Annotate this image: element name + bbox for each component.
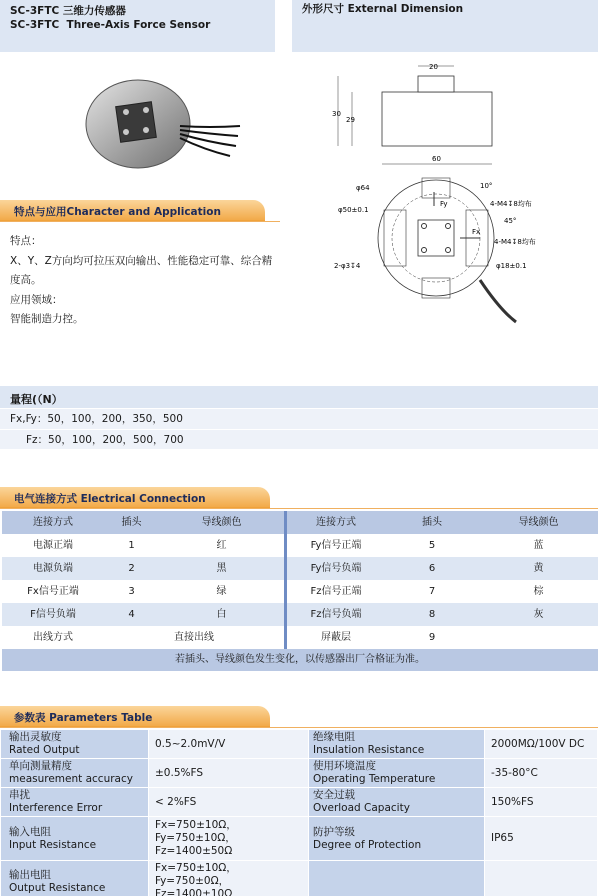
table-row bbox=[2, 557, 598, 580]
param-value bbox=[149, 788, 309, 817]
param-label bbox=[1, 861, 149, 896]
param-label bbox=[309, 788, 485, 817]
column-header: 导线颜色 bbox=[518, 517, 559, 528]
param-value-text: < 2%FS bbox=[155, 795, 197, 808]
model-code-en: SC-3FTC bbox=[10, 19, 60, 31]
dim-10deg-label: 10° bbox=[480, 182, 493, 190]
range-title: 量程(（N） bbox=[10, 393, 63, 406]
param-value bbox=[485, 730, 598, 759]
param-label-cn: 串扰 bbox=[9, 789, 30, 801]
param-label-cn: 输出灵敏度 bbox=[9, 731, 62, 743]
param-label-cn: 防护等级 bbox=[313, 825, 355, 838]
table-row bbox=[1, 730, 598, 759]
feature-line: X、Y、Z方向均可拉压双向输出、性能稳定可靠、综合精 bbox=[10, 254, 273, 267]
column-header: 插头 bbox=[121, 517, 142, 528]
param-label-en: Input Resistance bbox=[9, 838, 97, 851]
table-row bbox=[1, 759, 598, 788]
column-header: 连接方式 bbox=[33, 517, 73, 528]
table-cell: 红 bbox=[216, 540, 227, 551]
table-cell: 电源负端 bbox=[33, 563, 73, 574]
table-cell: 棕 bbox=[533, 586, 544, 597]
param-label-en: Rated Output bbox=[9, 744, 80, 756]
table-row bbox=[2, 580, 598, 603]
table-cell: Fz信号正端 bbox=[310, 586, 362, 597]
param-label-cn: 输出电阻 bbox=[9, 868, 51, 881]
param-value bbox=[485, 861, 598, 896]
fx-label: Fx bbox=[472, 228, 481, 236]
param-value-text: IP65 bbox=[491, 832, 514, 844]
param-value bbox=[485, 759, 598, 788]
fy-label: Fy bbox=[440, 200, 448, 208]
param-value bbox=[149, 861, 309, 896]
param-label-en: Overload Capacity bbox=[313, 802, 410, 814]
param-label bbox=[1, 759, 149, 788]
param-label-en: Output Resistance bbox=[9, 881, 106, 894]
table-cell: 屏蔽层 bbox=[321, 632, 351, 643]
table-cell: 9 bbox=[428, 632, 436, 643]
electrical-tab bbox=[0, 487, 270, 509]
table-cell: 绿 bbox=[216, 586, 227, 597]
column-header: 导线颜色 bbox=[201, 517, 242, 528]
product-photo bbox=[80, 64, 250, 174]
table-cell: 灰 bbox=[533, 609, 544, 620]
application-heading: 应用领域： bbox=[10, 293, 63, 306]
table-cell: 电源正端 bbox=[33, 540, 73, 551]
model-code-cn: SC-3FTC bbox=[10, 5, 60, 17]
table-row bbox=[2, 626, 598, 649]
product-title-cn bbox=[10, 4, 265, 18]
dim-4m4-label-a: 4-M4↧8均布 bbox=[490, 200, 532, 208]
electrical-footnote: 若插头、导线颜色发生变化，以传感器出厂合格证为准。 bbox=[2, 649, 598, 671]
param-value-text: 150%FS bbox=[491, 795, 534, 808]
range-header-bar bbox=[0, 386, 598, 408]
range-row-fxfy: Fx,Fy：50，100，200，350，500 bbox=[0, 409, 598, 429]
table-cell: 4 bbox=[128, 609, 135, 620]
dim-2phi-label: 2-φ3↧4 bbox=[334, 262, 361, 270]
product-title-en bbox=[10, 18, 265, 32]
param-label bbox=[309, 730, 485, 759]
param-label bbox=[1, 817, 149, 861]
character-tab bbox=[0, 200, 265, 222]
divider bbox=[0, 221, 280, 222]
param-label-en: Interference Error bbox=[9, 802, 103, 814]
application-line: 智能制造力控。 bbox=[10, 313, 84, 325]
model-name-cn: 三维力传感器 bbox=[62, 5, 126, 17]
table-cell: 白 bbox=[216, 609, 227, 620]
param-value bbox=[149, 817, 309, 861]
table-cell: 黑 bbox=[216, 563, 227, 574]
column-header: 插头 bbox=[422, 517, 442, 528]
param-label-cn: 单向测量精度 bbox=[9, 760, 72, 772]
table-row bbox=[1, 817, 598, 861]
feature-line: 度高。 bbox=[10, 274, 42, 286]
character-text bbox=[10, 232, 280, 330]
dimension-drawing bbox=[330, 60, 598, 330]
table-cell: F信号负端 bbox=[30, 609, 76, 620]
table-row bbox=[1, 861, 598, 896]
param-label-en: Degree of Protection bbox=[313, 838, 422, 851]
table-cell: 5 bbox=[428, 540, 436, 551]
table-row bbox=[2, 603, 598, 626]
dim-45deg-label: 45° bbox=[504, 217, 517, 225]
param-label-cn: 绝缘电阻 bbox=[313, 731, 355, 743]
model-name-en: Three-Axis Force Sensor bbox=[66, 19, 211, 31]
divider bbox=[0, 508, 598, 509]
param-label bbox=[309, 817, 485, 861]
param-value-text: 2000MΩ/100V DC bbox=[491, 737, 585, 750]
param-value bbox=[149, 730, 309, 759]
dimension-title: 外形尺寸 External Dimension bbox=[302, 3, 464, 15]
param-label-en: measurement accuracy bbox=[9, 773, 133, 785]
param-label-cn: 安全过载 bbox=[313, 789, 355, 801]
character-title: 特点与应用Character and Application bbox=[14, 206, 221, 218]
feature-heading: 特点： bbox=[10, 235, 42, 247]
dim-phi50-label: φ50±0.1 bbox=[338, 206, 369, 214]
param-value-text: ±0.5%FS bbox=[155, 766, 203, 779]
table-cell: 3 bbox=[128, 586, 135, 597]
dim-4m4-label-b: 4-M4↧8均布 bbox=[494, 238, 536, 246]
dimension-header bbox=[292, 0, 598, 52]
dim-30-label: 30 bbox=[332, 110, 341, 118]
table-cell: 黄 bbox=[533, 563, 544, 574]
table-cell: 7 bbox=[428, 586, 436, 597]
parameters-table bbox=[0, 729, 598, 896]
param-label-cn: 使用环境温度 bbox=[313, 760, 376, 772]
table-header-row bbox=[2, 511, 598, 534]
dim-60-label: 60 bbox=[432, 155, 441, 163]
param-label bbox=[1, 788, 149, 817]
table-cell: 1 bbox=[128, 540, 135, 551]
table-cell: Fy信号正端 bbox=[310, 540, 362, 551]
param-label bbox=[309, 861, 485, 896]
column-header: 连接方式 bbox=[316, 517, 356, 528]
param-value-text: -35-80°C bbox=[491, 766, 538, 779]
param-label-en: Operating Temperature bbox=[313, 773, 436, 785]
parameters-tab bbox=[0, 706, 270, 728]
param-value bbox=[485, 788, 598, 817]
table-cell: 8 bbox=[428, 609, 436, 620]
param-value-text: Fx=750±10Ω，Fy=750±0Ω， bbox=[155, 862, 237, 887]
table-cell: Fy信号负端 bbox=[310, 563, 362, 574]
dim-phi64-label: φ64 bbox=[356, 184, 370, 192]
table-cell bbox=[479, 626, 598, 649]
range-row-fz: Fz：50，100，200，500，700 bbox=[0, 429, 598, 449]
dim-phi18-label: φ18±0.1 bbox=[496, 262, 527, 270]
table-row bbox=[1, 788, 598, 817]
table-row bbox=[2, 534, 598, 557]
electrical-title: 电气连接方式 Electrical Connection bbox=[14, 493, 206, 505]
param-value bbox=[149, 759, 309, 788]
table-cell: 6 bbox=[428, 563, 436, 574]
divider bbox=[0, 727, 598, 728]
table-cell: 蓝 bbox=[533, 540, 544, 551]
table-cell: 出线方式 bbox=[33, 632, 73, 643]
table-cell: 2 bbox=[128, 563, 135, 574]
table-cell: Fz信号负端 bbox=[310, 609, 362, 620]
param-value bbox=[485, 817, 598, 861]
dim-29-label: 29 bbox=[346, 116, 355, 124]
param-label-en: Insulation Resistance bbox=[313, 744, 425, 756]
table-cell: Fx信号正端 bbox=[27, 586, 79, 597]
table-cell: 直接出线 bbox=[174, 632, 214, 643]
param-value-text: Fz=1400±50Ω bbox=[155, 845, 233, 857]
param-value-text: Fx=750±10Ω，Fy=750±10Ω， bbox=[155, 819, 237, 844]
param-label bbox=[1, 730, 149, 759]
param-value-text: Fz=1400±10Ω bbox=[155, 888, 233, 896]
product-header bbox=[0, 0, 275, 52]
parameters-title: 参数表 Parameters Table bbox=[14, 712, 153, 724]
electrical-table bbox=[2, 511, 598, 671]
param-label-cn: 输入电阻 bbox=[9, 825, 51, 838]
dim-20-label: 20 bbox=[429, 63, 438, 71]
param-label bbox=[309, 759, 485, 788]
param-value-text: 0.5~2.0mV/V bbox=[155, 737, 226, 750]
